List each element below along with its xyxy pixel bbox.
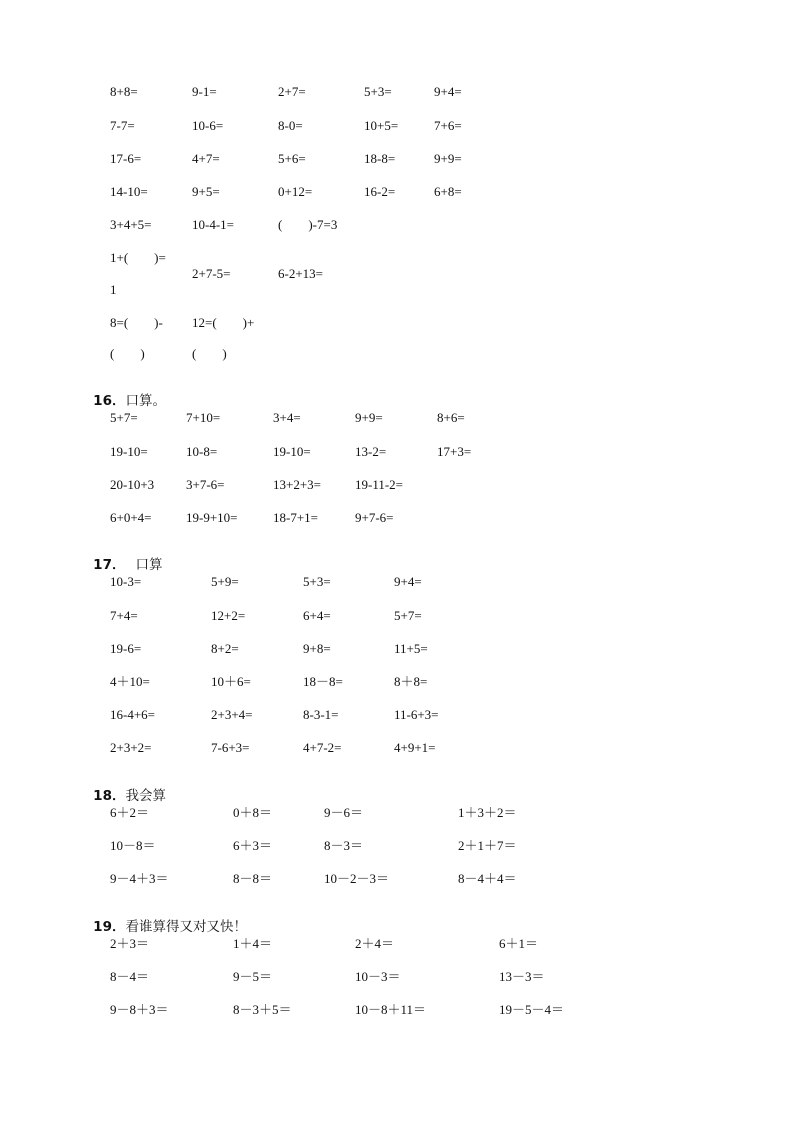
problem: 5+3= (364, 84, 392, 99)
problem: 9－5＝ (233, 969, 273, 984)
problem: 18-7+1= (273, 510, 318, 525)
problem: 9+9= (355, 410, 383, 425)
problem: 7-7= (110, 118, 135, 133)
problem: 6+4= (303, 608, 331, 623)
problem: 5+7= (110, 410, 138, 425)
problem: 10-4-1= (192, 217, 234, 232)
problem: 12+2= (211, 608, 246, 623)
problem: 5+3= (303, 574, 331, 589)
problem: 8+8= (110, 84, 138, 99)
problem: 9－6＝ (324, 805, 364, 820)
problem: 8＋8= (394, 674, 428, 689)
problem: 2＋4＝ (355, 936, 395, 951)
problem: ( )-7=3 (278, 217, 338, 232)
problem: 3+4= (273, 410, 301, 425)
problem: 4＋10= (110, 674, 150, 689)
question-number: 19． (93, 919, 126, 935)
problem: 16-2= (364, 184, 396, 199)
problem: 19－5－4＝ (499, 1002, 565, 1017)
problem: 1+( )= (110, 250, 166, 265)
problem: 2+7-5= (192, 266, 231, 281)
problem: 4+7= (192, 151, 220, 166)
problem: 10-6= (192, 118, 224, 133)
question-number: 18． (93, 788, 126, 804)
problem: 10-8= (186, 444, 218, 459)
problem: 10＋6= (211, 674, 251, 689)
problem: 7+6= (434, 118, 462, 133)
problem: 9－8＋3＝ (110, 1002, 169, 1017)
problem: 8－4＝ (110, 969, 150, 984)
problem: 9+4= (394, 574, 422, 589)
problem: 13－3＝ (499, 969, 545, 984)
problem: 3+7-6= (186, 477, 225, 492)
problem: 9+4= (434, 84, 462, 99)
question-title: 看谁算得又对又快！ (125, 919, 247, 935)
question-heading (76, 903, 247, 951)
problem: 8－3＝ (324, 838, 364, 853)
problem: 6＋1＝ (499, 936, 539, 951)
problem: 10－3＝ (355, 969, 401, 984)
problem: 17+3= (437, 444, 472, 459)
problem-continued: ( ) (192, 346, 227, 361)
problem: 7+4= (110, 608, 138, 623)
problem: 18－8= (303, 674, 343, 689)
problem: 19-10= (273, 444, 311, 459)
problem: 0＋8＝ (233, 805, 273, 820)
problem: 6＋3＝ (233, 838, 273, 853)
problem: 13-2= (355, 444, 387, 459)
problem: 10+5= (364, 118, 399, 133)
problem: 9+7-6= (355, 510, 394, 525)
problem: 8+2= (211, 641, 239, 656)
problem: 4+7-2= (303, 740, 342, 755)
problem: 16-4+6= (110, 707, 155, 722)
problem: 19-10= (110, 444, 148, 459)
question-number: 17． (93, 557, 126, 573)
question-title: 口算 (135, 557, 163, 573)
problem: 8－8＝ (233, 871, 273, 886)
problem: 9－4＋3＝ (110, 871, 169, 886)
problem: 19-9+10= (186, 510, 238, 525)
problem: 5+9= (211, 574, 239, 589)
problem: 0+12= (278, 184, 313, 199)
problem: 1＋3＋2＝ (458, 805, 517, 820)
problem: 8-0= (278, 118, 303, 133)
problem: 19-11-2= (355, 477, 404, 492)
problem: 9+5= (192, 184, 220, 199)
problem: 10－8＝ (110, 838, 156, 853)
problem: 9-1= (192, 84, 217, 99)
problem: 9+9= (434, 151, 462, 166)
problem: 3+4+5= (110, 217, 152, 232)
question-number: 16． (93, 393, 126, 409)
problem: 5+7= (394, 608, 422, 623)
problem-continued: ( ) (110, 346, 145, 361)
problem: 7+10= (186, 410, 221, 425)
problem: 13+2+3= (273, 477, 321, 492)
problem: 5+6= (278, 151, 306, 166)
problem: 2＋3＝ (110, 936, 150, 951)
problem: 7-6+3= (211, 740, 250, 755)
problem: 10－2－3＝ (324, 871, 390, 886)
problem: 8+6= (437, 410, 465, 425)
problem: 19-6= (110, 641, 142, 656)
question-title: 我会算 (125, 788, 166, 804)
problem: 6+0+4= (110, 510, 152, 525)
problem: 2+7= (278, 84, 306, 99)
problem-continued: 1 (110, 282, 117, 297)
problem: 8=( )- (110, 315, 163, 330)
problem: 10-3= (110, 574, 142, 589)
problem: 17-6= (110, 151, 142, 166)
problem: 20-10+3 (110, 477, 155, 492)
problem: 6-2+13= (278, 266, 323, 281)
problem: 10－8＋11＝ (355, 1002, 427, 1017)
problem: 2+3+4= (211, 707, 253, 722)
problem: 18-8= (364, 151, 396, 166)
problem: 11-6+3= (394, 707, 439, 722)
problem: 12=( )+ (192, 315, 255, 330)
problem: 14-10= (110, 184, 148, 199)
problem: 11+5= (394, 641, 428, 656)
problem: 6＋2＝ (110, 805, 150, 820)
problem: 6+8= (434, 184, 462, 199)
problem: 4+9+1= (394, 740, 436, 755)
problem: 2+3+2= (110, 740, 152, 755)
problem: 2＋1＋7＝ (458, 838, 517, 853)
question-title: 口算。 (125, 393, 166, 409)
problem: 9+8= (303, 641, 331, 656)
problem: 8－4＋4＝ (458, 871, 517, 886)
problem: 8-3-1= (303, 707, 339, 722)
problem: 8－3＋5＝ (233, 1002, 292, 1017)
problem: 1＋4＝ (233, 936, 273, 951)
